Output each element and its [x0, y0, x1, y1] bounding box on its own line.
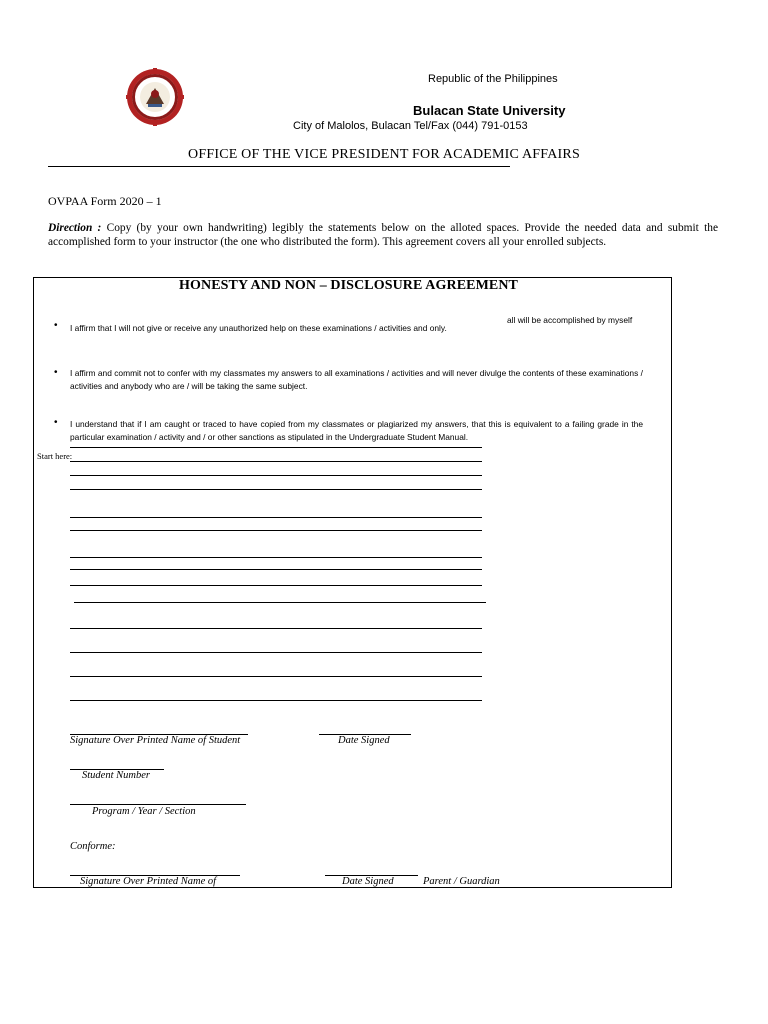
handwriting-line[interactable]	[74, 602, 486, 603]
handwriting-line[interactable]	[70, 676, 482, 677]
parent-date-signed-label: Date Signed	[342, 876, 394, 887]
parent-guardian-label: Parent / Guardian	[423, 876, 500, 887]
handwriting-line[interactable]	[70, 585, 482, 586]
university-seal-logo	[124, 68, 186, 126]
direction-text: Copy (by your own handwriting) legibly the statements below on the alloted spaces. Provide the needed data and submit the accomplished form to your instructor (the one who distributed the form). This agreement covers all your enrolled subjects.	[48, 222, 719, 249]
republic-text: Republic of the Philippines	[428, 73, 558, 85]
agreement-title: HONESTY AND NON – DISCLOSURE AGREEMENT	[179, 278, 518, 293]
parent-signature-label: Signature Over Printed Name of	[80, 876, 217, 887]
handwriting-line[interactable]	[70, 557, 482, 558]
address-text: City of Malolos, Bulacan Tel/Fax (044) 791-0153	[293, 120, 528, 132]
conforme-label: Conforme:	[70, 841, 116, 852]
form-number: OVPAA Form 2020 – 1	[48, 194, 162, 208]
office-title: OFFICE OF THE VICE PRESIDENT FOR ACADEMIC AFFAIRS	[188, 147, 580, 162]
university-name: Bulacan State University	[413, 103, 566, 118]
handwriting-line[interactable]	[70, 489, 482, 490]
statement-3: I understand that if I am caught or traced to have copied from my classmates or plagiarized my answers, that this is equivalent to a failing grade in the particular examination / activity and / or other sanctions as stipulated in the Undergraduate Student Manual.	[70, 419, 643, 442]
handwriting-line[interactable]	[70, 517, 482, 518]
program-line[interactable]	[70, 804, 246, 805]
handwriting-line[interactable]	[70, 652, 482, 653]
direction-paragraph	[48, 221, 718, 250]
student-number-label: Student Number	[82, 770, 150, 781]
handwriting-line[interactable]	[70, 461, 482, 462]
student-signature-label: Signature Over Printed Name of Student	[70, 735, 241, 746]
date-signed-label: Date Signed	[338, 735, 390, 746]
handwriting-line[interactable]	[70, 569, 482, 570]
bullet-icon: •	[54, 417, 58, 428]
handwriting-line[interactable]	[70, 628, 482, 629]
program-label: Program / Year / Section	[92, 806, 196, 817]
statement-1: I affirm that I will not give or receive any unauthorized help on these examinations / activities and only.	[70, 323, 447, 333]
bullet-icon: •	[54, 367, 58, 378]
bullet-icon: •	[54, 320, 58, 331]
statement-2: I affirm and commit not to confer with my classmates my answers to all examinations / activities and will never divulge the contents of these examinations / activities and anybody who are / will be taking the same subject.	[70, 368, 643, 391]
handwriting-line[interactable]	[70, 475, 482, 476]
handwriting-line	[70, 447, 482, 448]
start-here-label: Start here:	[37, 451, 73, 461]
header-divider	[48, 166, 510, 167]
statement-1-tail: all will be accomplished by myself	[507, 315, 633, 325]
handwriting-line[interactable]	[70, 700, 482, 701]
handwriting-line[interactable]	[70, 530, 482, 531]
direction-label: Direction :	[48, 222, 102, 234]
